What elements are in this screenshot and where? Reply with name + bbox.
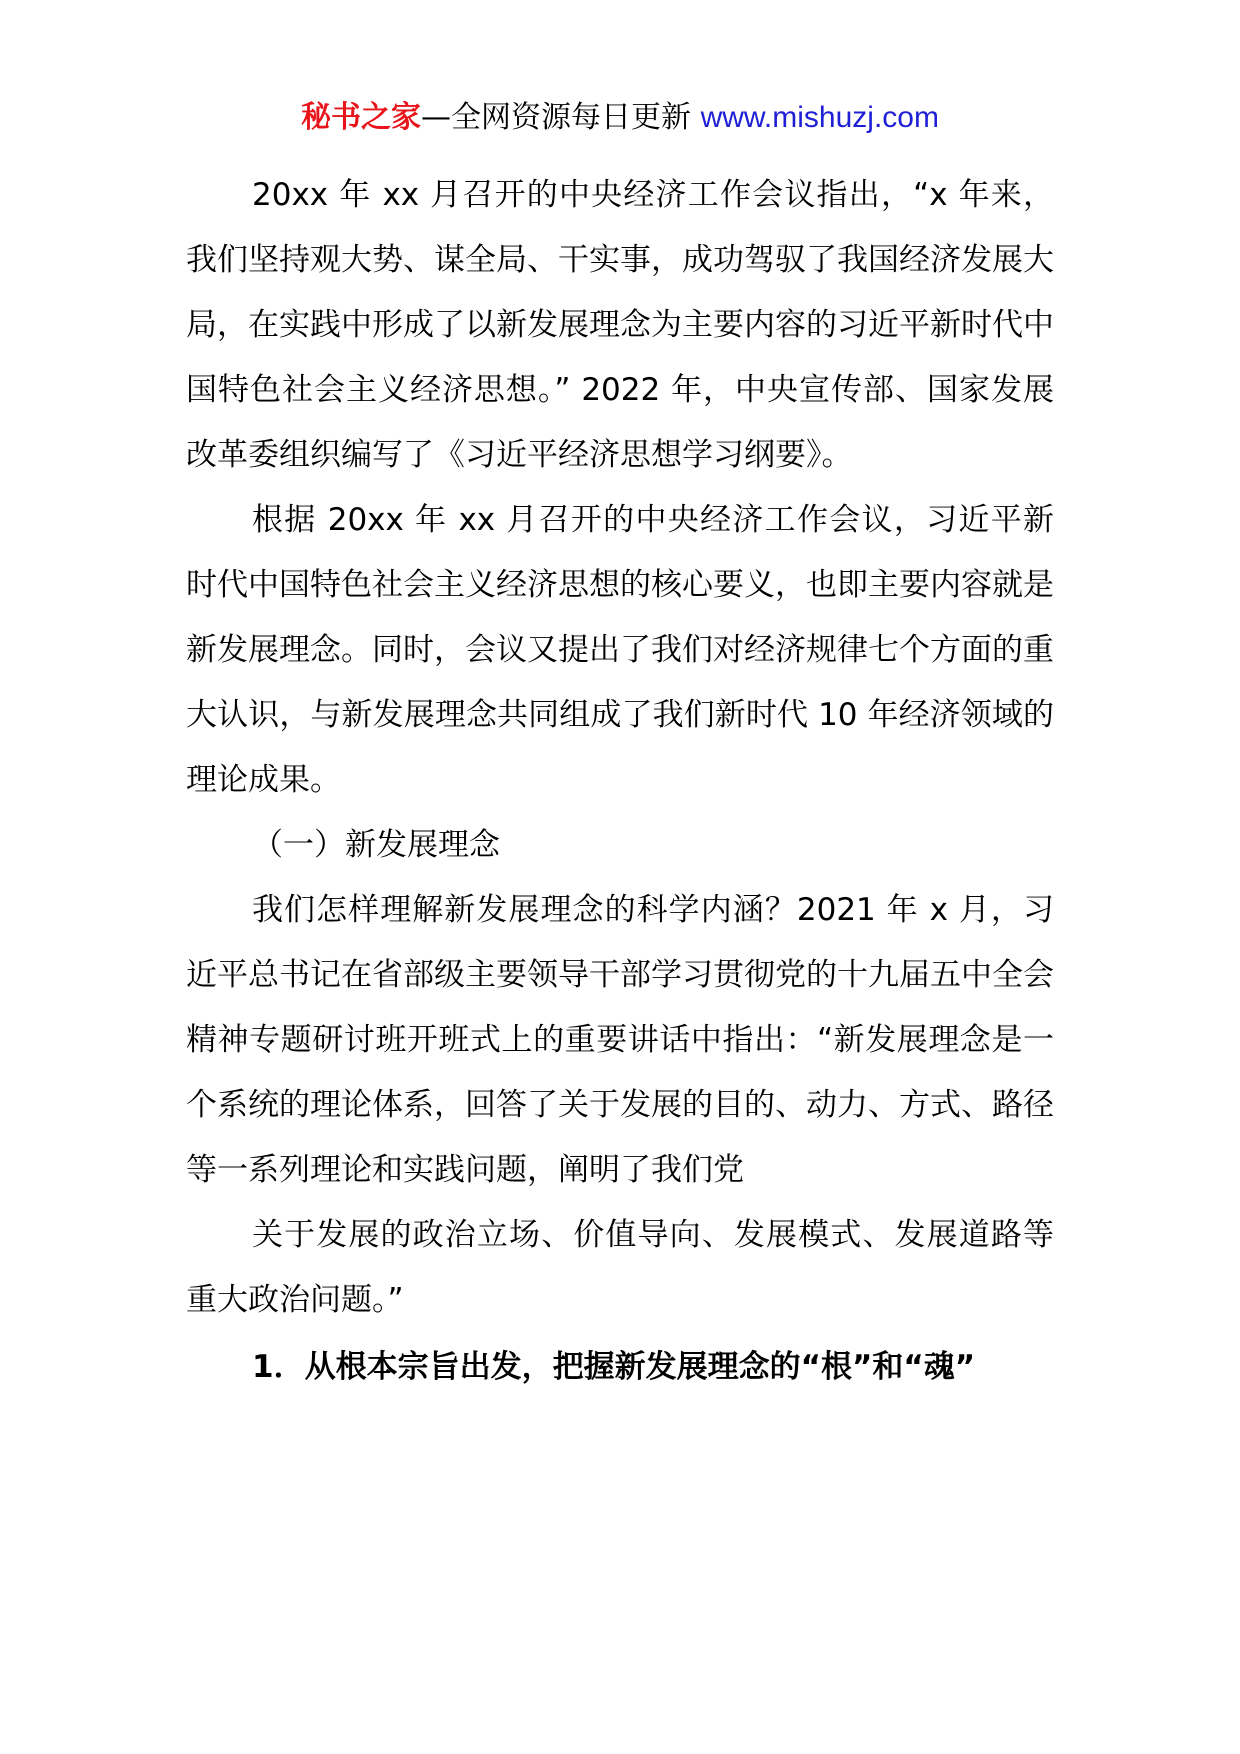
- paragraph-core-meaning: 根据 20xx 年 xx 月召开的中央经济工作会议，习近平新时代中国特色社会主义经济思想的核心要义，也即主要内容就是新发展理念。同时，会议又提出了我们对经济规律七个方面的重大认识，与新发展理念共同组成了我们新时代 10 年经济领域的理论成果。: [186, 502, 1054, 798]
- brand-name: 秘书之家: [301, 100, 422, 135]
- brand-slogan: —全网资源每日更新: [421, 100, 701, 135]
- paragraph-political-issues: 关于发展的政治立场、价值导向、发展模式、发展道路等重大政治问题。”: [186, 1217, 1054, 1318]
- section-heading: （一）新发展理念: [252, 827, 500, 863]
- subsection-heading: 1．从根本宗旨出发，把握新发展理念的“根”和“魂”: [252, 1349, 976, 1385]
- document-body: [186, 163, 1054, 1400]
- site-banner: [0, 96, 1240, 140]
- site-url-link[interactable]: www.mishuzj.com: [700, 101, 939, 134]
- paragraph-scientific-connotation: 我们怎样理解新发展理念的科学内涵？2021 年 x 月，习近平总书记在省部级主要领导干部学习贯彻党的十九届五中全会精神专题研讨班开班式上的重要讲话中指出：“新发展理念是一个系统的理论体系，回答了关于发展的目的、动力、方式、路径等一系列理论和实践问题，阐明了我们党: [186, 892, 1054, 1188]
- paragraph-intro: 20xx 年 xx 月召开的中央经济工作会议指出，“x 年来，我们坚持观大势、谋全局、干实事，成功驾驭了我国经济发展大局，在实践中形成了以新发展理念为主要内容的习近平新时代中国特色社会主义经济思想。” 2022 年，中央宣传部、国家发展改革委组织编写了《习近平经济思想学习纲要》。: [186, 177, 1054, 473]
